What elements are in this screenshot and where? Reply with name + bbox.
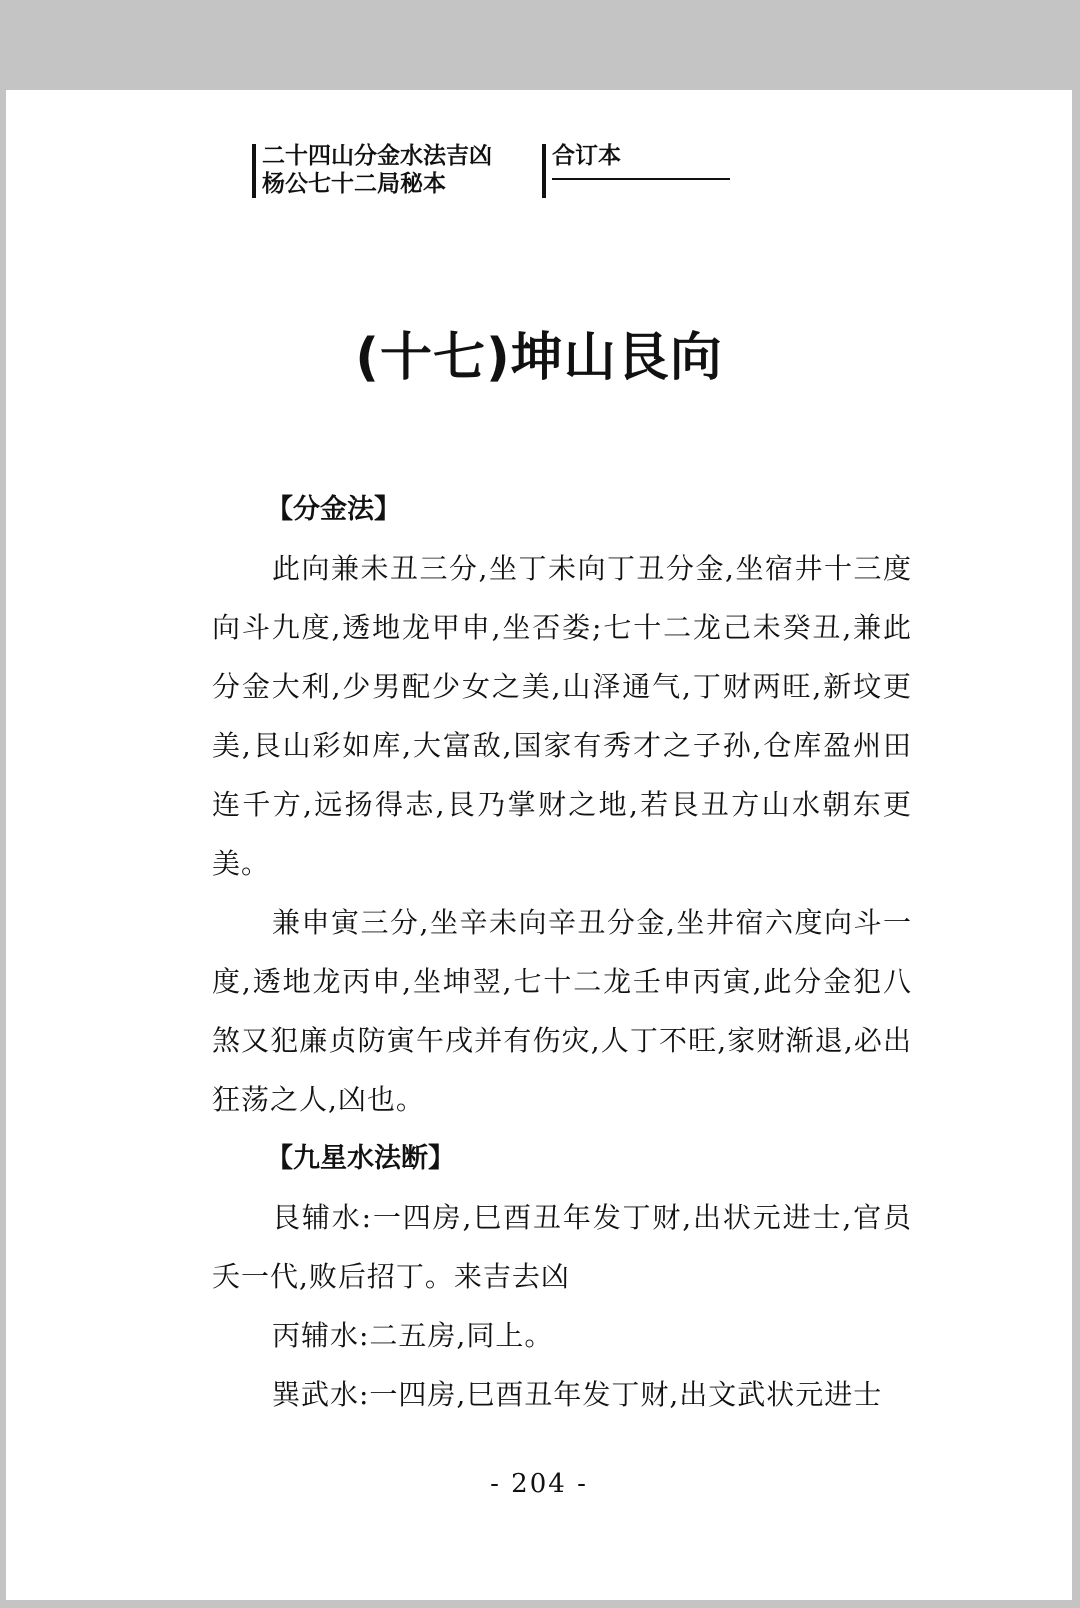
paragraph: 兼申寅三分,坐辛未向辛丑分金,坐井宿六度向斗一度,透地龙丙申,坐坤翌,七十二龙壬申丙寅,此分金犯八煞又犯廉贞防寅午戌并有伤灾,人丁不旺,家财渐退,必出狂荡之人,凶也。 (212, 906, 912, 1116)
paragraph: 艮辅水:一四房,巳酉丑年发丁财,出状元进士,官员夭一代,败后招丁。来吉去凶 (212, 1201, 912, 1293)
paragraph: 丙辅水:二五房,同上。 (272, 1319, 554, 1352)
header-title-line-1: 二十四山分金水法吉凶 (262, 143, 492, 169)
running-header (252, 142, 732, 200)
header-edition-label: 合订本 (552, 143, 621, 169)
header-bar-left (252, 144, 256, 198)
header-book-titles (262, 142, 492, 198)
body-text (212, 480, 912, 1424)
header-rule (552, 178, 730, 180)
book-page (6, 90, 1072, 1600)
paragraph: 此向兼未丑三分,坐丁未向丁丑分金,坐宿井十三度向斗九度,透地龙甲申,坐否娄;七十二龙己未癸丑,兼此分金大利,少男配少女之美,山泽通气,丁财两旺,新坟更美,艮山彩如库,大富敌,国家有秀才之子孙,仓库盈州田连千方,远扬得志,艮乃掌财之地,若艮丑方山水朝东更美。 (212, 552, 912, 880)
chapter-title: (十七)坤山艮向 (355, 328, 723, 388)
section-heading-fenjin: 【分金法】 (266, 494, 401, 525)
section-heading-jiuxing: 【九星水法断】 (266, 1143, 455, 1174)
header-title-line-2: 杨公七十二局秘本 (262, 171, 446, 197)
page-number: - 204 - (490, 1469, 588, 1499)
paragraph: 巽武水:一四房,巳酉丑年发丁财,出文武状元进士 (272, 1378, 883, 1411)
header-bar-divider (542, 144, 546, 198)
